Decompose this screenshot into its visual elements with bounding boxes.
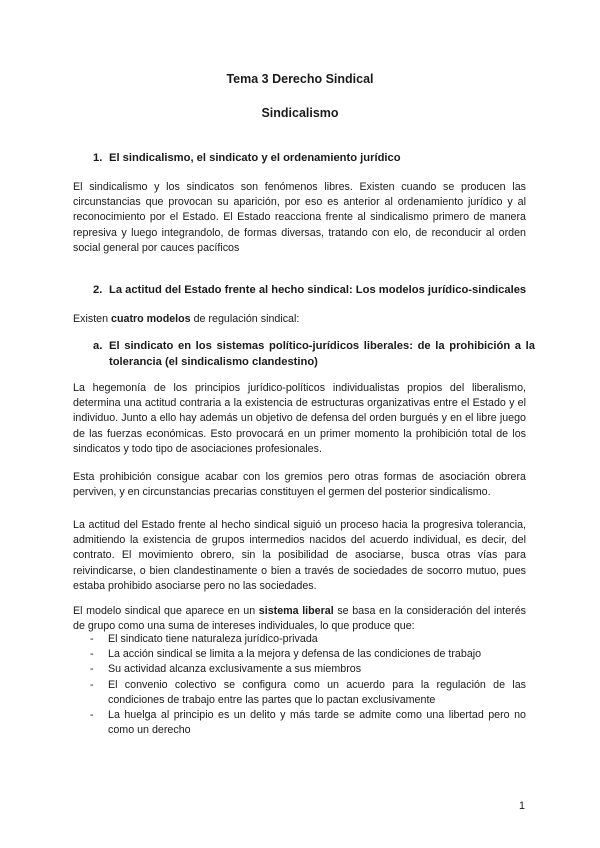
list-item-text: El sindicato tiene naturaleza jurídico-privada [108, 633, 318, 645]
paragraph-6-post: se basa en la consideración del interés de grupo como una suma de intereses individuales, lo que produce que: [73, 605, 527, 633]
dash-marker: - [90, 709, 94, 722]
paragraph-6-pre: El modelo sindical que aparece en un [73, 605, 259, 617]
dash-marker: - [90, 633, 94, 645]
paragraph-2-bold: cuatro modelos [111, 313, 191, 325]
paragraph-4: Esta prohibición consigue acabar con los gremios pero otras formas de asociación obrera perviven, y en circunstancias precarias constituyen el germen del posterior sindicalismo. [73, 471, 526, 499]
subsection-a-number: a. [93, 340, 103, 352]
paragraph-1: El sindicalismo y los sindicatos son fenómenos libres. Existen cuando se producen las circunstancias que provocan su aparición, por eso es anterior al ordenamiento jurídico y al reconocimiento por el Estado. El Estado reacciona frente al sindicalismo primero de manera represiva y luego integrandolo, de formas diversas, tratando con elo, de reconducir al orden social general por cauces pacíficos [73, 181, 526, 254]
list-item-text: El convenio colectivo se configura como un acuerdo para la regulación de las condiciones de trabajo entre las partes que lo pactan exclusivamente [108, 678, 526, 706]
dash-marker: - [90, 648, 94, 661]
list-item-text: La acción sindical se limita a la mejora y defensa de las condiciones de trabajo [108, 648, 482, 661]
section-2-number: 2. [93, 284, 103, 296]
paragraph-2 [73, 312, 526, 327]
main-title: Sindicalismo [261, 106, 339, 120]
list-item-text: Su actividad alcanza exclusivamente a sus miembros [108, 663, 362, 676]
paragraph-6-bold: sistema liberal [258, 605, 334, 617]
subsection-a-title: El sindicato en los sistemas político-jurídicos liberales: de la prohibición a la tolerancia (el sindicalismo clandestino) [109, 340, 535, 368]
list-item [73, 632, 526, 647]
list-item [73, 708, 526, 738]
list-item-text: La huelga al principio es un delito y más tarde se admite como una libertad pero no como un derecho [108, 709, 526, 737]
list-item [73, 647, 526, 662]
paragraph-2-post: de regulación sindical: [190, 313, 300, 325]
section-2-title: La actitud del Estado frente al hecho sindical: Los modelos jurídico-sindicales [109, 284, 527, 296]
page-number: 1 [519, 800, 525, 812]
section-1-number: 1. [93, 152, 103, 164]
paragraph-3: La hegemonía de los principios jurídico-políticos individualistas propios del liberalismo, determina una actitud contraria a la existencia de estructuras organizativas entre el Estado y el individuo. Junto a ello hay además un objetivo de defensa del orden burgués y en el libre juego de las fuerzas económicas. Esto provocará en un primer momento la prohibición total de los sindicatos y todo tipo de asociaciones profesionales. [73, 382, 526, 455]
dash-marker: - [90, 663, 94, 676]
paragraph-2-pre: Existen [73, 313, 112, 325]
section-1-title: El sindicalismo, el sindicato y el ordenamiento jurídico [109, 152, 401, 164]
paragraph-5: La actitud del Estado frente al hecho sindical siguió un proceso hacia la progresiva tolerancia, admitiendo la existencia de grupos intermedios nacidos del acuerdo individual, es decir, del contrato. El movimiento obrero, sin la posibilidad de asociarse, busca otras vías para reivindicarse, o bien clandestinamente o bien a través de sociedades de socorro mutuo, pues estaba prohibido asociarse pero no las sociedades. [73, 519, 526, 592]
topic-title: Tema 3 Derecho Sindical [226, 72, 374, 86]
list-item [73, 662, 526, 677]
list-item [73, 678, 526, 708]
bullet-list [73, 632, 526, 738]
paragraph-6 [73, 604, 526, 634]
dash-marker: - [90, 678, 94, 691]
